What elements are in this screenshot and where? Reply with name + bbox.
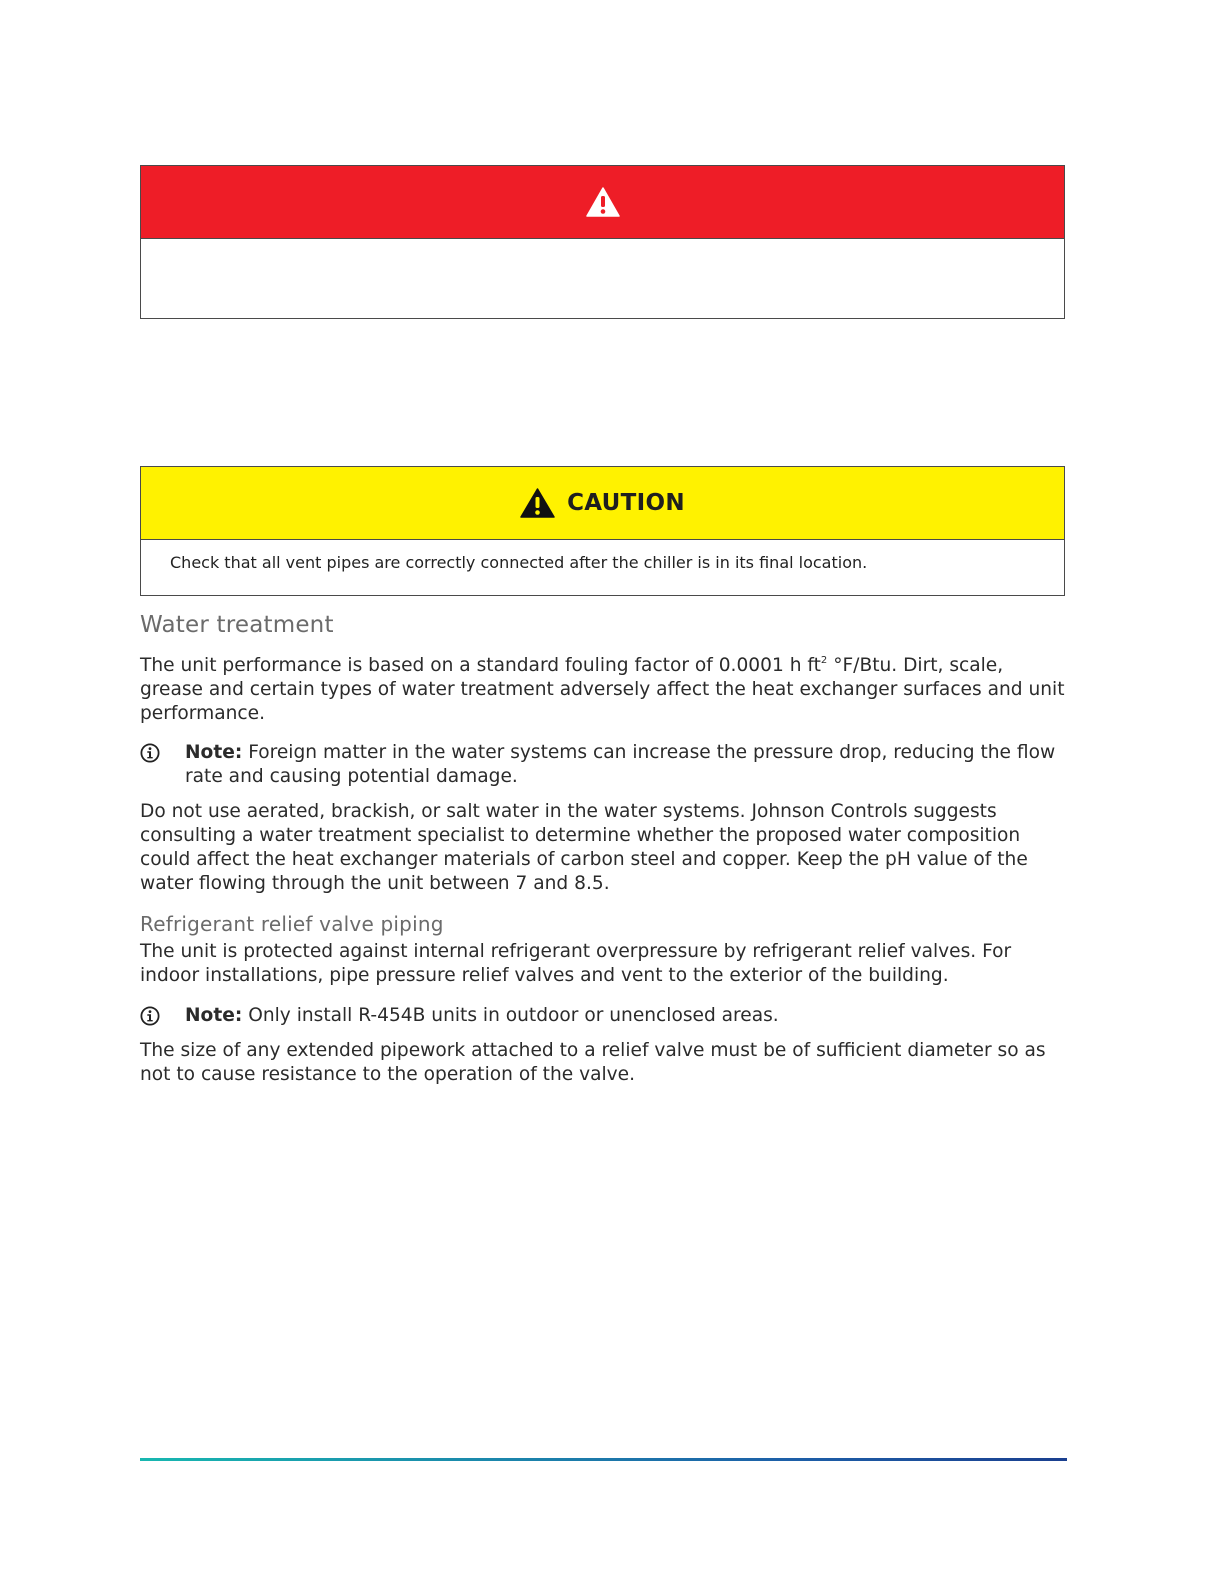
- note-label: Note:: [185, 742, 243, 763]
- footer-divider: [140, 1458, 1067, 1461]
- warning-triangle-icon: [520, 488, 555, 518]
- caution-title: CAUTION: [567, 490, 685, 516]
- info-icon: [140, 1006, 160, 1026]
- info-icon: [140, 743, 160, 763]
- note-text: Foreign matter in the water systems can increase the pressure drop, reducing the flow rate and causing potential damage.: [185, 742, 1056, 787]
- note-label: Note:: [185, 1005, 243, 1026]
- water-treatment-paragraph-2: Do not use aerated, brackish, or salt water in the water systems. Johnson Controls suggests consulting a water treatment specialist to determine whether the proposed water composition could affect the heat exchanger materials of carbon steel and copper. Keep the pH value of the water flowing through the unit between 7 and 8.5.: [140, 801, 1028, 894]
- danger-header: [141, 166, 1064, 239]
- para-text: The unit performance is based on a standard fouling factor of 0.0001 h ft: [140, 655, 821, 676]
- relief-valve-paragraph-2: The size of any extended pipework attached to a relief valve must be of sufficient diameter so as not to cause resistance to the operation of the valve.: [140, 1040, 1046, 1085]
- water-treatment-paragraph-1: [140, 654, 1070, 726]
- caution-header: [141, 467, 1064, 540]
- danger-box: [140, 165, 1065, 319]
- caution-box: [140, 466, 1065, 596]
- warning-triangle-icon: [586, 187, 620, 217]
- caution-text: Check that all vent pipes are correctly connected after the chiller is in its final location.: [170, 553, 868, 572]
- relief-valve-paragraph-1: The unit is protected against internal refrigerant overpressure by refrigerant relief valves. For indoor installations, pipe pressure relief valves and vent to the exterior of the building.: [140, 941, 1012, 986]
- section-heading-relief-valve: Refrigerant relief valve piping: [140, 912, 444, 936]
- para-text: °F/Btu. Dirt, scale, grease and certain types of water treatment adversely affect the heat exchanger surfaces and unit performance.: [140, 655, 1065, 724]
- superscript: 2: [820, 655, 828, 666]
- section-heading-water-treatment: Water treatment: [140, 612, 334, 638]
- note-r454b: [140, 1004, 1070, 1028]
- note-foreign-matter: [140, 741, 1070, 789]
- note-text: Only install R-454B units in outdoor or unenclosed areas.: [242, 1005, 779, 1026]
